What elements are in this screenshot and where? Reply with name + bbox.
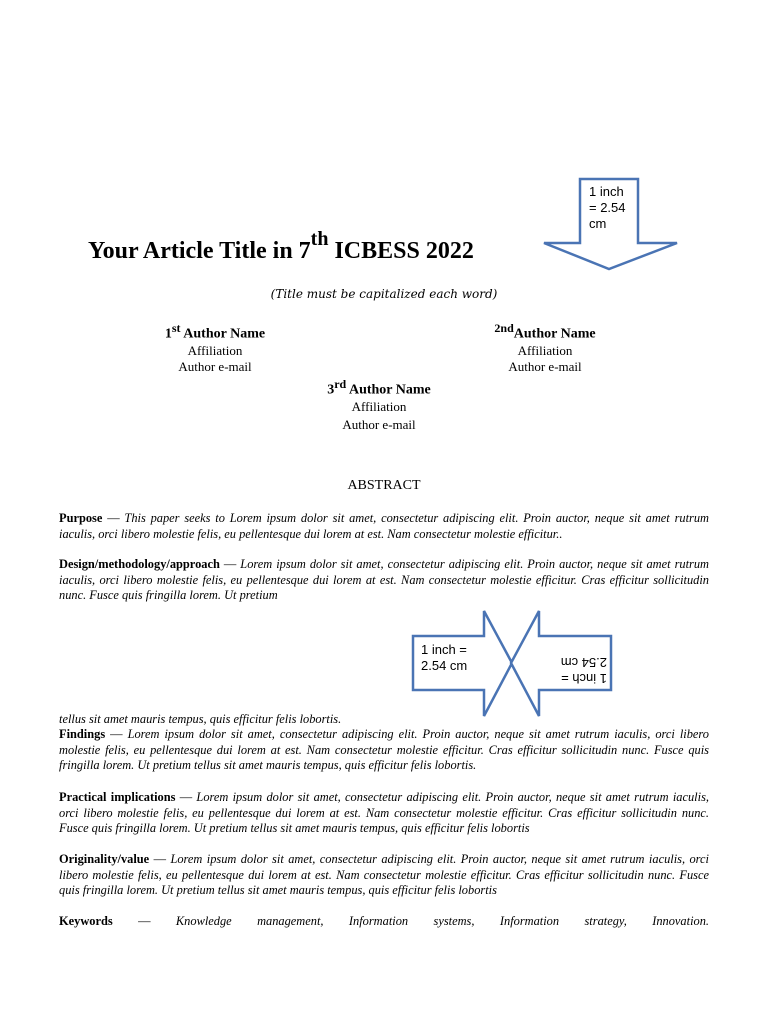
author-name: $^{2nd}$Author Name — [494, 321, 596, 342]
title-superscript: th — [310, 228, 329, 250]
findings-paragraph: Findings — Lorem ipsum dolor sit amet, consectetur adipiscing elit. Proin auctor, neque sit amet rutrum iaculis, orci libero molestie felis, eu pellentesque dui lorem at est. Nam consectetur molestie efficitur. Cras efficitur sollicitudin nunc. Fusce quis fringilla lorem. Ut pretium tellus sit amet mauris tempus, quis efficitur felis lobortis. — [59, 727, 709, 773]
callout-right-line1: 1 inch = — [561, 671, 607, 686]
callout-left-line2: 2.54 cm — [421, 658, 468, 673]
abstract-heading: ABSTRACT — [347, 478, 421, 493]
author-affiliation: Affiliation — [351, 398, 407, 414]
keywords-paragraph: Keywords — Knowledge management, Information systems, Information strategy, Innovation. — [59, 914, 709, 928]
margin-callout-right-text — [537, 654, 607, 686]
design-continuation: tellus sit amet mauris tempus, quis efficitur felis lobortis. — [59, 712, 342, 726]
purpose-text: This paper seeks to Lorem ipsum dolor sit amet, consectetur adipiscing elit. Proin auctor, neque sit amet rutrum iaculis, orci libero molestie felis, eu pellentesque dui lorem at est. Nam consectetur molestie efficitur.. — [59, 511, 709, 541]
purpose-paragraph: Purpose — This paper seeks to Lorem ipsum dolor sit amet, consectetur adipiscing elit. Proin auctor, neque sit amet rutrum iaculis, orci libero molestie felis, eu pellentesque dui lorem at est. Nam consectetur molestie efficitur.. — [59, 511, 709, 541]
author-email: Author e-mail — [342, 416, 416, 432]
author-block-2 — [450, 320, 640, 375]
findings-text: Lorem ipsum dolor sit amet, consectetur adipiscing elit. Proin auctor, neque sit amet rutrum iaculis, orci libero molestie felis, eu pellentesque dui lorem at est. Nam consectetur molestie efficitur. Cras efficitur sollicitudin nunc. Fusce quis fringilla lorem. Ut pretium tellus sit amet mauris tempus, quis efficitur felis lobortis. — [59, 727, 709, 773]
purpose-label: Purpose — [59, 511, 103, 525]
design-label: Design/methodology/approach — [59, 557, 220, 571]
keywords-text: Knowledge management, Information systems, Information strategy, Innovation. — [175, 914, 709, 928]
callout-top-line2: = 2.54 — [589, 200, 626, 215]
practical-paragraph: Practical implications — Lorem ipsum dolor sit amet, consectetur adipiscing elit. Proin auctor, neque sit amet rutrum iaculis, orci libero molestie felis, eu pellentesque dui lorem at est. Nam consectetur molestie efficitur. Cras efficitur sollicitudin nunc. Fusce quis fringilla lorem. Ut pretium tellus sit amet mauris tempus, quis efficitur felis lobortis — [59, 790, 709, 836]
originality-label: Originality/value — [59, 852, 150, 866]
practical-label: Practical implications — [59, 790, 176, 804]
originality-paragraph: Originality/value — Lorem ipsum dolor sit amet, consectetur adipiscing elit. Proin auctor, neque sit amet rutrum iaculis, orci libero molestie felis, eu pellentesque dui lorem at est. Nam consectetur molestie efficitur. Cras efficitur sollicitudin nunc. Fusce quis fringilla lorem. Ut pretium tellus sit amet mauris tempus, quis efficitur felis lobortis — [59, 852, 709, 898]
keywords-label: Keywords — [59, 914, 113, 928]
article-title — [88, 228, 474, 265]
callout-top-line1: 1 inch — [589, 184, 624, 199]
author-affiliation: Affiliation — [517, 342, 573, 358]
author-block-1 — [120, 320, 310, 375]
author-affiliation: Affiliation — [187, 342, 243, 358]
title-suffix: ICBESS 2022 — [328, 238, 474, 264]
title-prefix: Your Article Title in 7 — [88, 238, 311, 264]
margin-callout-top-text — [589, 184, 641, 232]
practical-text: Lorem ipsum dolor sit amet, consectetur adipiscing elit. Proin auctor, neque sit amet rutrum iaculis, orci libero molestie felis, eu pellentesque dui lorem at est. Nam consectetur molestie efficitur. Cras efficitur sollicitudin nunc. Fusce quis fringilla lorem. Ut pretium tellus sit amet mauris tempus, quis efficitur felis lobortis — [59, 790, 709, 836]
author-name: 1st Author Name — [164, 321, 266, 342]
title-instruction: (Title must be capitalized each word) — [270, 287, 498, 301]
findings-label: Findings — [59, 727, 106, 741]
author-email: Author e-mail — [178, 358, 252, 374]
author-name: 3rd Author Name — [327, 377, 431, 398]
callout-left-line1: 1 inch = — [421, 642, 467, 657]
originality-text: Lorem ipsum dolor sit amet, consectetur adipiscing elit. Proin auctor, neque sit amet rutrum iaculis, orci libero molestie felis, eu pellentesque dui lorem at est. Nam consectetur molestie efficitur. Cras efficitur sollicitudin nunc. Fusce quis fringilla lorem. Ut pretium tellus sit amet mauris tempus, quis efficitur felis lobortis — [59, 852, 709, 898]
author-block-3 — [284, 376, 474, 433]
margin-callout-left-text — [421, 642, 491, 674]
author-email: Author e-mail — [508, 358, 582, 374]
design-text: Lorem ipsum dolor sit amet, consectetur adipiscing elit. Proin auctor, neque sit amet rutrum iaculis, orci libero molestie felis, eu pellentesque dui lorem at est. Nam consectetur molestie efficitur. Cras efficitur sollicitudin nunc. Fusce quis fringilla lorem. Ut pretium — [59, 557, 709, 603]
callout-top-line3: cm — [589, 216, 607, 231]
callout-right-line2: 2.54 cm — [560, 655, 607, 670]
design-paragraph: Design/methodology/approach — Lorem ipsum dolor sit amet, consectetur adipiscing elit. Proin auctor, neque sit amet rutrum iaculis, orci libero molestie felis, eu pellentesque dui lorem at est. Nam consectetur molestie efficitur. Cras efficitur sollicitudin nunc. Fusce quis fringilla lorem. Ut pretium — [59, 557, 709, 603]
